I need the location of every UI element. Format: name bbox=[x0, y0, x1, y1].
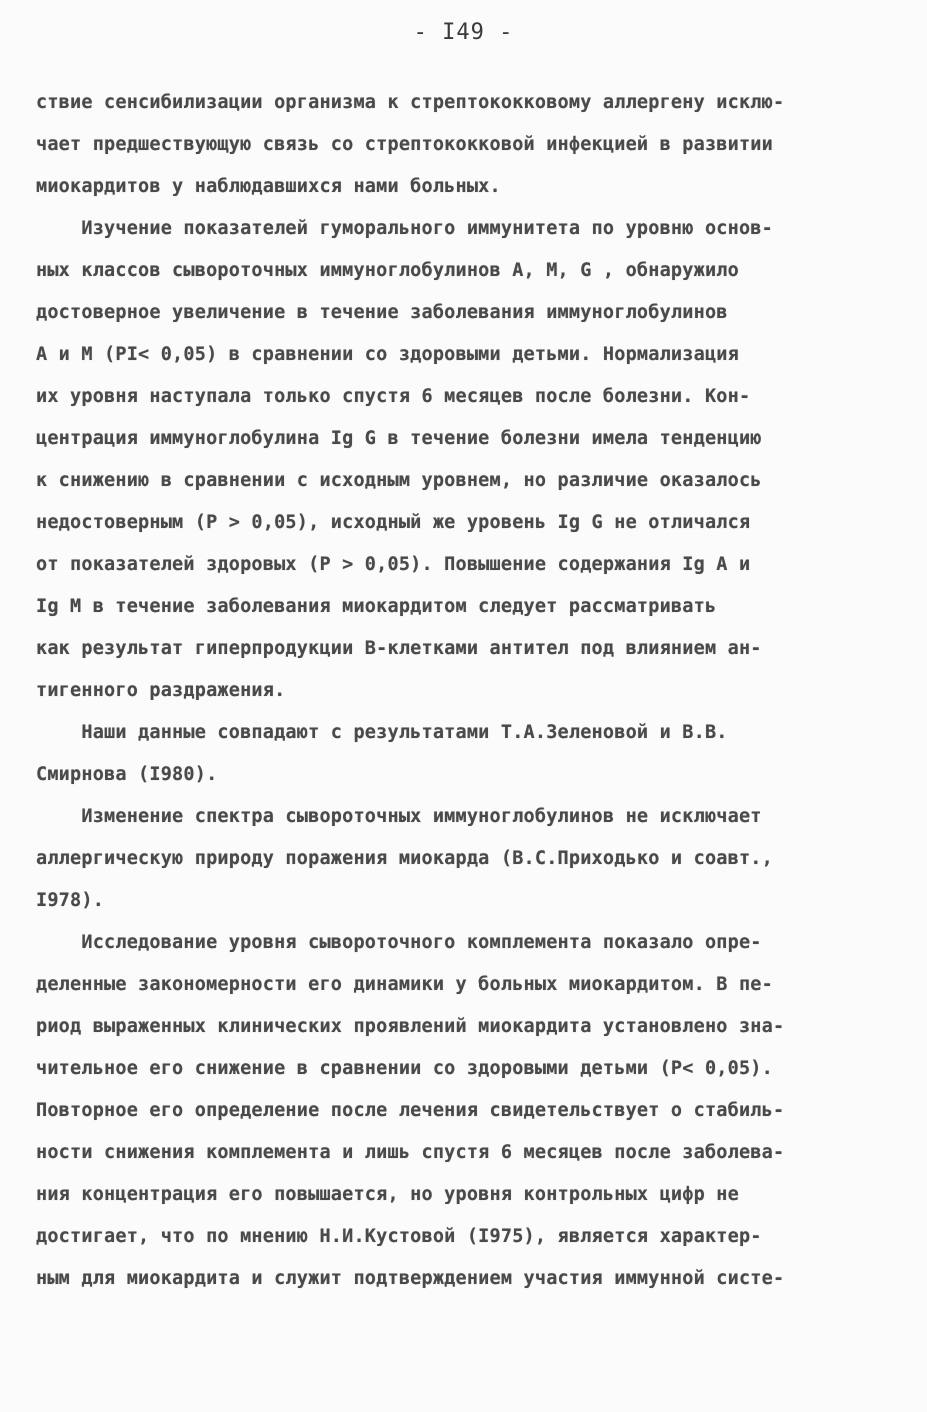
text-line: достигает, что по мнению Н.И.Кустовой (I975), является характер- bbox=[36, 1226, 762, 1247]
text-line: ния концентрация его повышается, но уровня контрольных цифр не bbox=[36, 1184, 739, 1205]
text-line: риод выраженных клинических проявлений миокардита установлено зна- bbox=[36, 1016, 785, 1037]
text-line: тигенного раздражения. bbox=[36, 680, 286, 701]
text-line: А и М (PI< 0,05) в сравнении со здоровыми детьми. Нормализация bbox=[36, 344, 739, 365]
paragraph-3 bbox=[36, 712, 888, 796]
text-line: от показателей здоровых (P > 0,05). Повышение содержания Ig А и bbox=[36, 554, 751, 575]
body-text bbox=[36, 82, 888, 1300]
text-line: ности снижения комплемента и лишь спустя 6 месяцев после заболева- bbox=[36, 1142, 785, 1163]
text-line: I978). bbox=[36, 890, 105, 911]
text-line: аллергическую природу поражения миокарда (В.С.Приходько и соавт., bbox=[36, 848, 773, 869]
paragraph-1 bbox=[36, 82, 888, 208]
text-line: Изменение спектра сывороточных иммуноглобулинов не исключает bbox=[36, 806, 762, 827]
text-line: деленные закономерности его динамики у больных миокардитом. В пе- bbox=[36, 974, 773, 995]
text-line: их уровня наступала только спустя 6 месяцев после болезни. Кон- bbox=[36, 386, 751, 407]
text-line: ных классов сывороточных иммуноглобулинов А, М, G , обнаружило bbox=[36, 260, 739, 281]
text-line: как результат гиперпродукции В-клетками антител под влиянием ан- bbox=[36, 638, 762, 659]
paragraph-4 bbox=[36, 796, 888, 922]
text-line: недостоверным (P > 0,05), исходный же уровень Ig G не отличался bbox=[36, 512, 751, 533]
text-line: Изучение показателей гуморального иммунитета по уровню основ- bbox=[36, 218, 773, 239]
text-line: Исследование уровня сывороточного комплемента показало опре- bbox=[36, 932, 762, 953]
text-line: Повторное его определение после лечения свидетельствует о стабиль- bbox=[36, 1100, 785, 1121]
text-line: центрация иммуноглобулина Ig G в течение болезни имела тенденцию bbox=[36, 428, 762, 449]
text-line: к снижению в сравнении с исходным уровнем, но различие оказалось bbox=[36, 470, 762, 491]
text-line: чительное его снижение в сравнении со здоровыми детьми (P< 0,05). bbox=[36, 1058, 773, 1079]
paragraph-5 bbox=[36, 922, 888, 1300]
text-line: миокардитов у наблюдавшихся нами больных. bbox=[36, 176, 501, 197]
text-line: Ig М в течение заболевания миокардитом следует рассматривать bbox=[36, 596, 717, 617]
text-line: достоверное увеличение в течение заболевания иммуноглобулинов bbox=[36, 302, 728, 323]
paragraph-2 bbox=[36, 208, 888, 712]
page-number: - I49 - bbox=[413, 20, 514, 45]
text-line: Наши данные совпадают с результатами Т.А.Зеленовой и В.В. bbox=[36, 722, 728, 743]
text-line: ным для миокардита и служит подтверждением участия иммунной систе- bbox=[36, 1268, 785, 1289]
text-line: ствие сенсибилизации организма к стрептококковому аллергену исклю- bbox=[36, 92, 785, 113]
text-line: чает предшествующую связь со стрептококковой инфекцией в развитии bbox=[36, 134, 773, 155]
text-line: Смирнова (I980). bbox=[36, 764, 218, 785]
